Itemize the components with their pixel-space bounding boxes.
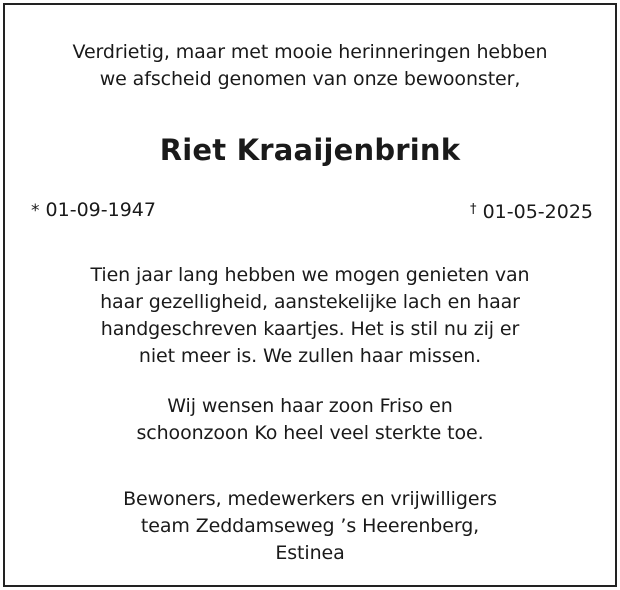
memory-line: Tien jaar lang hebben we mogen genieten van [90,264,530,286]
signature [5,486,615,567]
signature-line: Bewoners, medewerkers en vrijwilligers [123,488,497,510]
death-symbol: † [470,202,477,217]
intro-text [5,39,615,93]
intro-line: we afscheid genomen van onze bewoonster, [99,68,521,90]
memory-line: haar gezelligheid, aanstekelijke lach en haar [100,291,520,313]
birth-symbol: * [31,201,40,221]
memory-line: niet meer is. We zullen haar missen. [138,345,482,367]
birth-date-value: 01-09-1947 [45,199,156,221]
memory-line: handgeschreven kaartjes. Het is stil nu zij er [100,318,520,340]
dates-row [31,195,593,225]
death-date-value: 01-05-2025 [482,201,593,223]
condolence-line: schoonzoon Ko heel veel sterkte toe. [136,422,484,444]
announcement-card [3,3,617,587]
birth-date [31,195,156,226]
signature-line: team Zeddamseweg ’s Heerenberg, [140,515,480,537]
condolence-paragraph [5,393,615,447]
death-date [470,195,593,227]
intro-line: Verdrietig, maar met mooie herinneringen hebben [72,41,548,63]
condolence-line: Wij wensen haar zoon Friso en [167,395,453,417]
signature-line: Estinea [275,542,345,564]
memory-paragraph [5,262,615,370]
deceased-name: Riet Kraaijenbrink [159,133,461,167]
